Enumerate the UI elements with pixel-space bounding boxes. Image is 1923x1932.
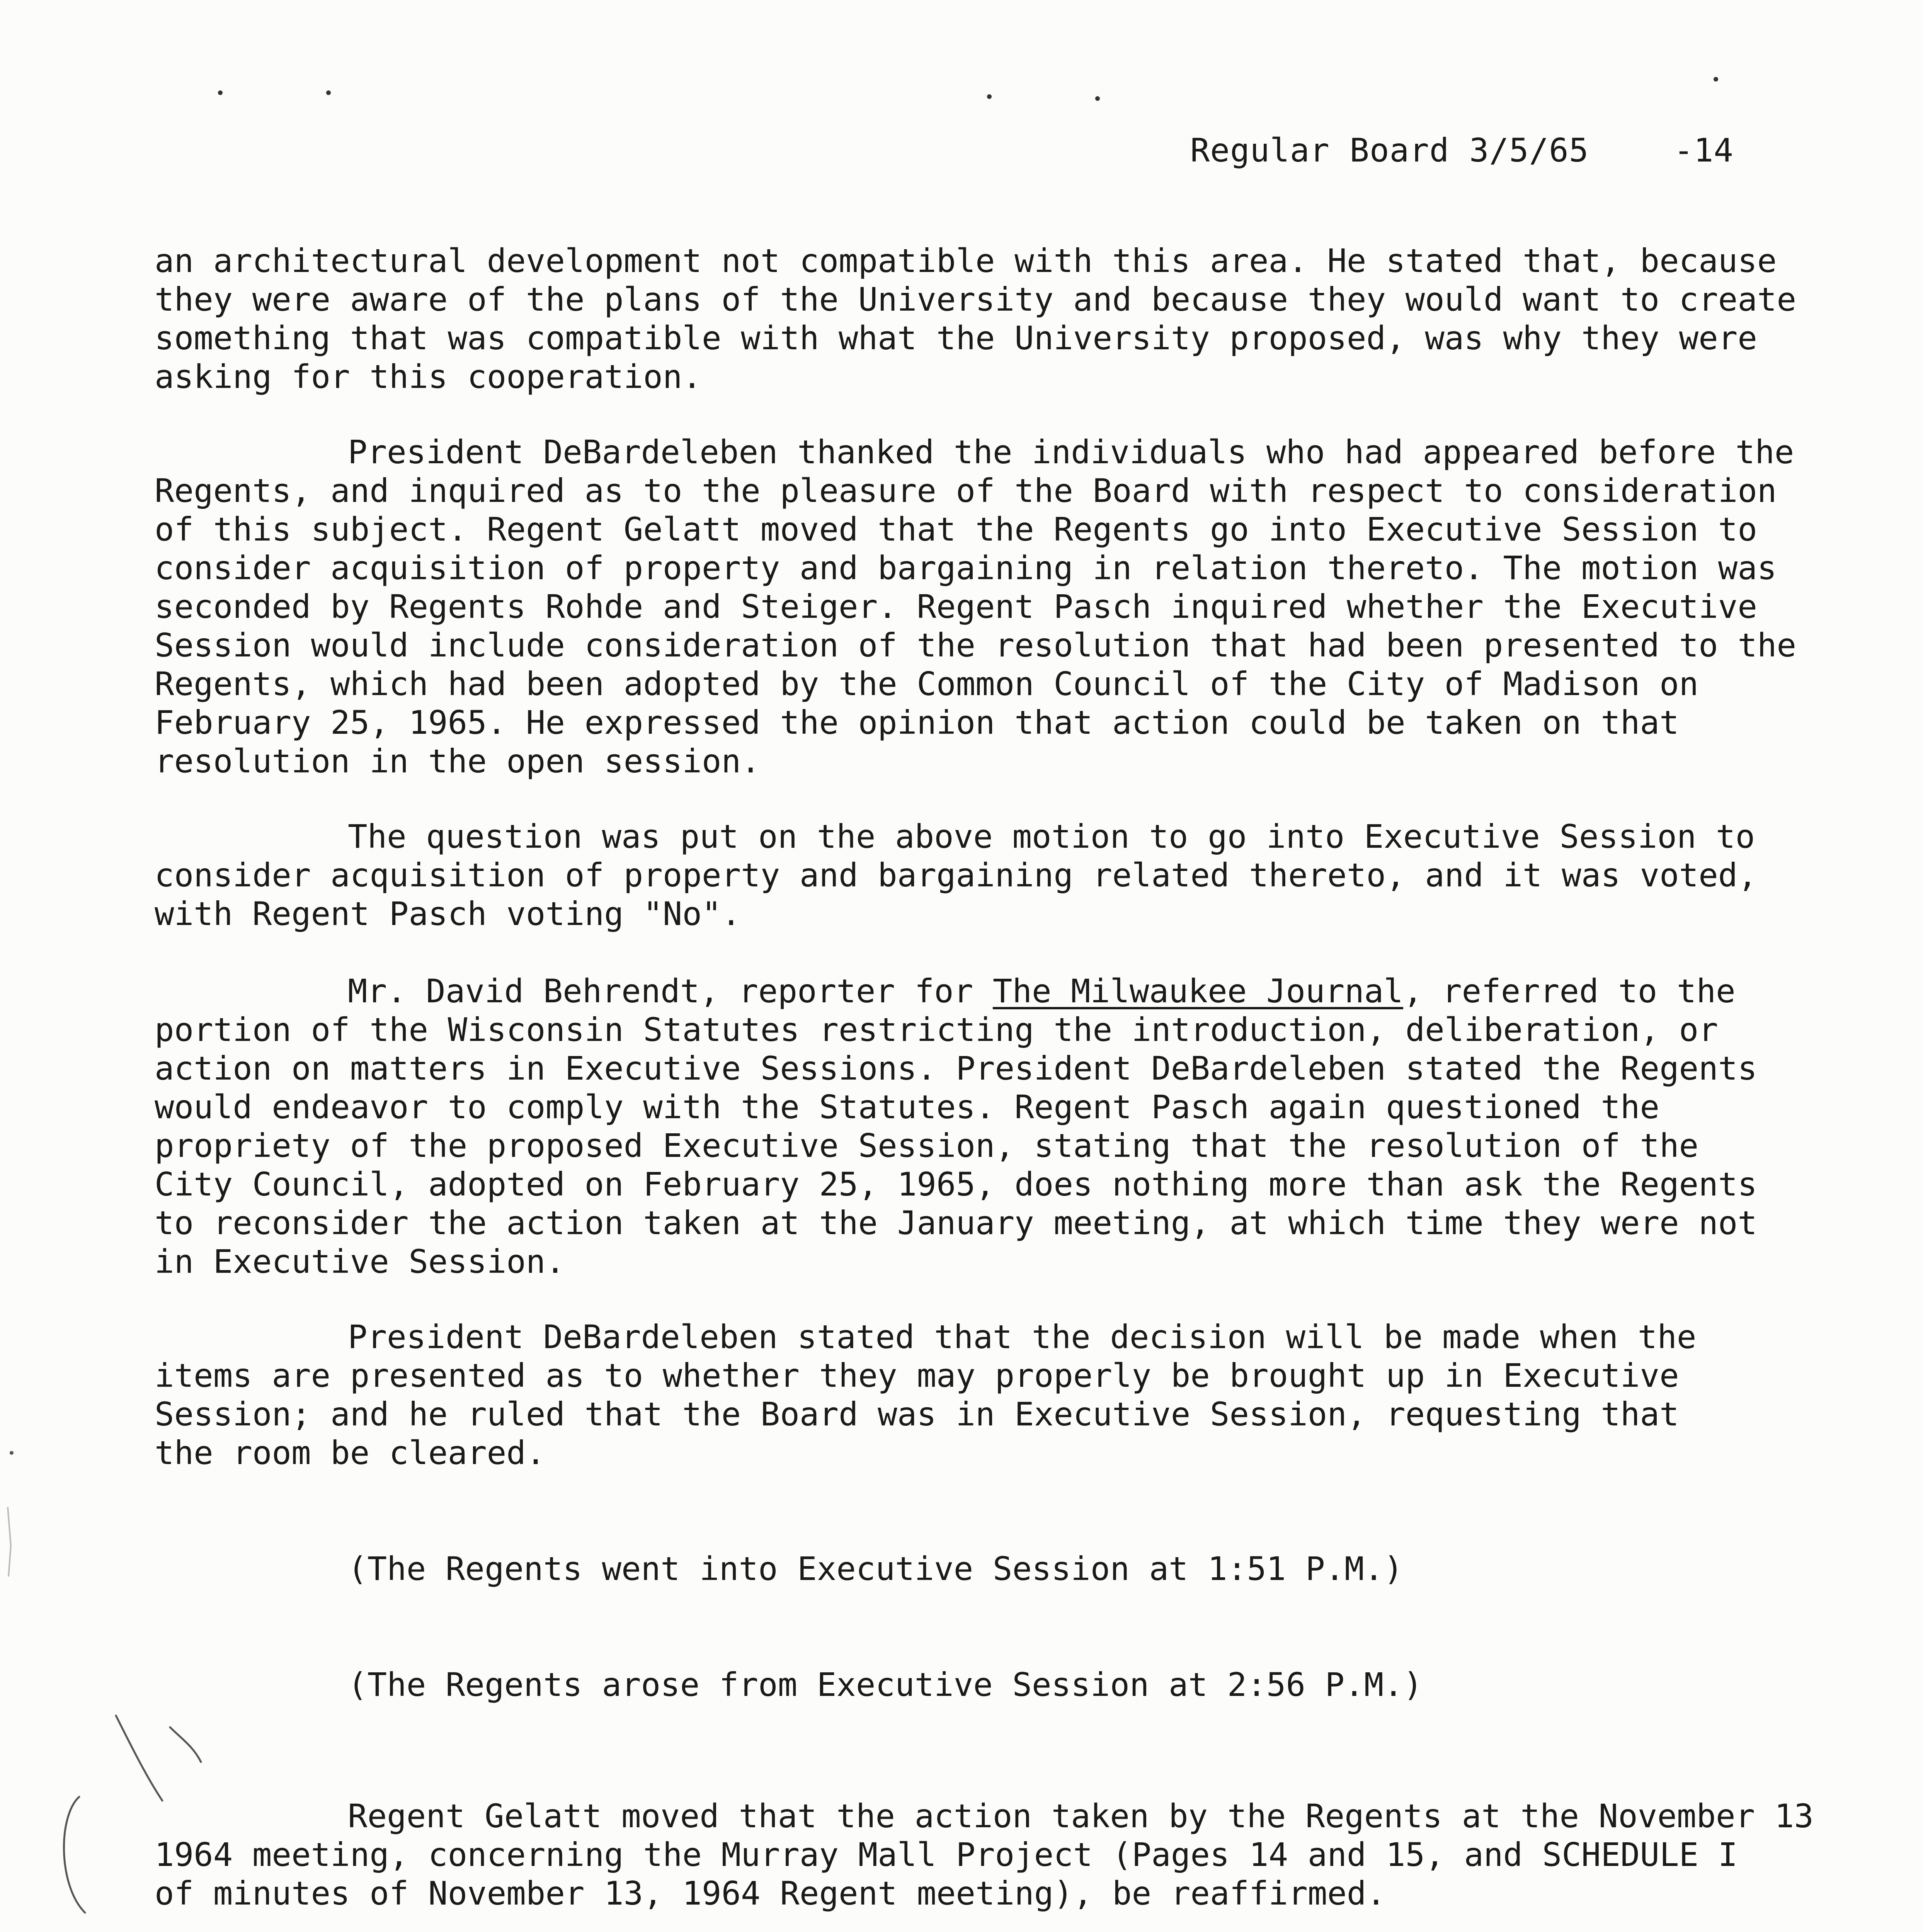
body-line: President DeBardeleben stated that the decision will be made when the	[348, 1318, 1697, 1356]
body-line: President DeBardeleben thanked the individuals who had appeared before the	[348, 433, 1794, 471]
body-line: something that was compatible with what the University proposed, was why they were	[155, 319, 1757, 357]
body-line: The question was put on the above motion to go into Executive Session to	[348, 818, 1755, 855]
body-line: 1964 meeting, concerning the Murray Mall Project (Pages 14 and 15, and SCHEDULE I	[155, 1836, 1738, 1874]
body-line: consider acquisition of property and bargaining related thereto, and it was voted,	[155, 856, 1757, 894]
session-note: (The Regents arose from Executive Session at 2:56 P.M.)	[348, 1666, 1423, 1704]
body-line: the room be cleared.	[155, 1434, 546, 1472]
session-note: (The Regents went into Executive Session at 1:51 P.M.)	[348, 1550, 1403, 1588]
body-line: February 25, 1965. He expressed the opinion that action could be taken on that	[155, 704, 1679, 742]
body-line: Regent Gelatt moved that the action taken by the Regents at the November 13	[348, 1797, 1814, 1835]
body-line: to reconsider the action taken at the January meeting, at which time they were not	[155, 1204, 1757, 1242]
body-line: City Council, adopted on February 25, 1965, does nothing more than ask the Regents	[155, 1165, 1757, 1203]
body-line: resolution in the open session.	[155, 742, 761, 780]
text-run: Mr. David Behrendt, reporter for	[348, 972, 993, 1010]
margin-smudge	[8, 1507, 11, 1577]
body-line: consider acquisition of property and bargaining in relation thereto. The motion was	[155, 549, 1777, 587]
body-line: they were aware of the plans of the University and because they would want to create	[155, 281, 1797, 318]
body-line: action on matters in Executive Sessions. President DeBardeleben stated the Regents	[155, 1049, 1757, 1087]
body-line: Regents, which had been adopted by the Common Council of the City of Madison on	[155, 665, 1699, 703]
body-line: portion of the Wisconsin Statutes restricting the introduction, deliberation, or	[155, 1011, 1718, 1049]
body-line: in Executive Session.	[155, 1243, 565, 1281]
body-line: Session; and he ruled that the Board was in Executive Session, requesting that	[155, 1395, 1679, 1433]
margin-bracket-mark	[64, 1716, 201, 1913]
body-line: asking for this cooperation.	[155, 358, 702, 396]
body-line: propriety of the proposed Executive Session, stating that the resolution of the	[155, 1127, 1699, 1165]
body-line: of minutes of November 13, 1964 Regent meeting), be reaffirmed.	[155, 1874, 1386, 1912]
body-line: seconded by Regents Rohde and Steiger. Regent Pasch inquired whether the Executive	[155, 588, 1757, 626]
body-line: an architectural development not compatible with this area. He stated that, because	[155, 242, 1777, 280]
newspaper-title: The Milwaukee Journal	[992, 972, 1403, 1010]
body-line: with Regent Pasch voting "No".	[155, 895, 741, 933]
body-line: items are presented as to whether they may properly be brought up in Executive	[155, 1357, 1679, 1395]
text-run: , referred to the	[1403, 972, 1736, 1010]
body-line: would endeavor to comply with the Statutes. Regent Pasch again questioned the	[155, 1088, 1660, 1126]
header-title: Regular Board 3/5/65	[1190, 131, 1589, 169]
body-line: Session would include consideration of the resolution that had been presented to the	[155, 626, 1797, 664]
body-line: Regents, and inquired as to the pleasure of the Board with respect to consideration	[155, 472, 1777, 510]
header-page-number: -14	[1674, 131, 1734, 169]
body-line: of this subject. Regent Gelatt moved that the Regents go into Executive Session to	[155, 510, 1757, 548]
